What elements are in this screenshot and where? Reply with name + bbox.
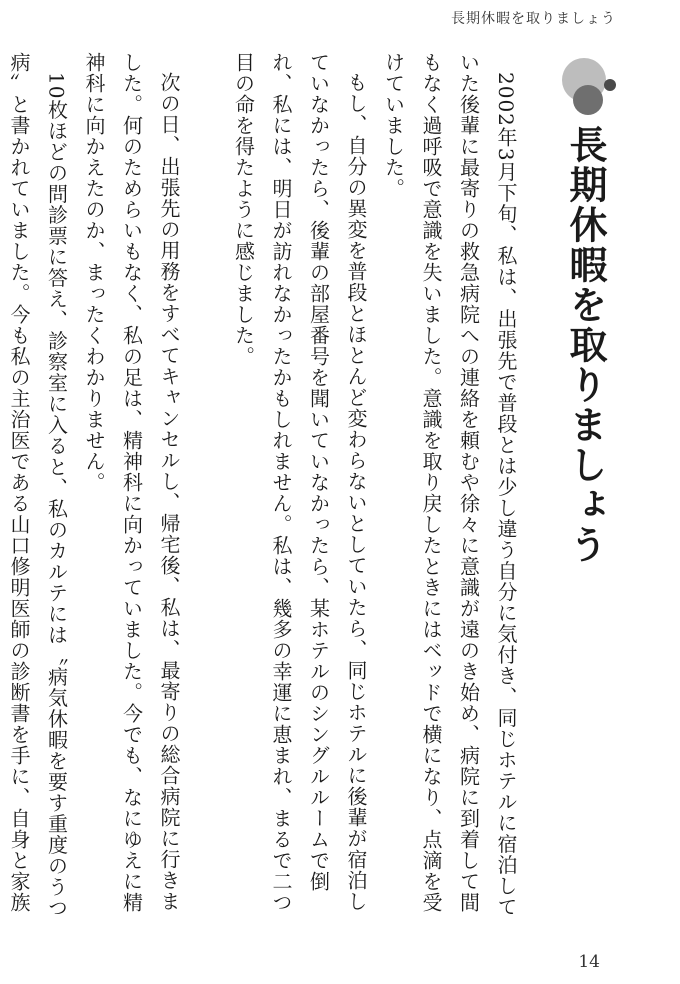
body-text: [0, 52, 524, 932]
paragraph-4: 10枚ほどの問診票に答え、診察室に入ると、私のカルテには〝病気休暇を要す重度のうつ病〟と書かれていました。今も私の主治医である山口修明医師の診断書を手に、自身と家族: [7, 52, 69, 919]
paragraph-1: 2002年3月下旬、私は、出張先で普段とは少し違う自分に気付き、同じホテルに宿泊していた後輩に最寄りの救急病院への連絡を頼むや徐々に意識が遠のき始め、病院に到着して間もなく過呼吸で意識を失いました。意識を取り戻したときにはベッドで横になり、点滴を受けていました。: [381, 52, 518, 918]
running-head: 長期休暇を取りましょう: [451, 11, 616, 27]
deco-circle-small: [604, 79, 616, 91]
paragraph-2: もし、自分の異変を普段とほとんど変わらないとしていたら、同じホテルに後輩が宿泊していなかったら、後輩の部屋番号を聞いていなかったら、某ホテルのシングルルームで倒れ、私には、明日が訪れなかったかもしれません。私は、幾多の幸運に恵まれ、まるで二つ目の命を得たように感じました。: [231, 52, 368, 913]
chapter-title: 長期休暇を取りましょう: [563, 125, 607, 565]
page-number: 14: [578, 952, 600, 972]
paragraph-3: 次の日、出張先の用務をすべてキャンセルし、帰宅後、私は、最寄りの総合病院に行きました。何のためらいもなく、私の足は、精神科に向かっていました。今でも、なにゆえに精神科に向かえたのか、まったくわかりません。: [82, 52, 181, 913]
chapter-decoration: [560, 58, 620, 118]
deco-circle-medium: [573, 85, 603, 115]
